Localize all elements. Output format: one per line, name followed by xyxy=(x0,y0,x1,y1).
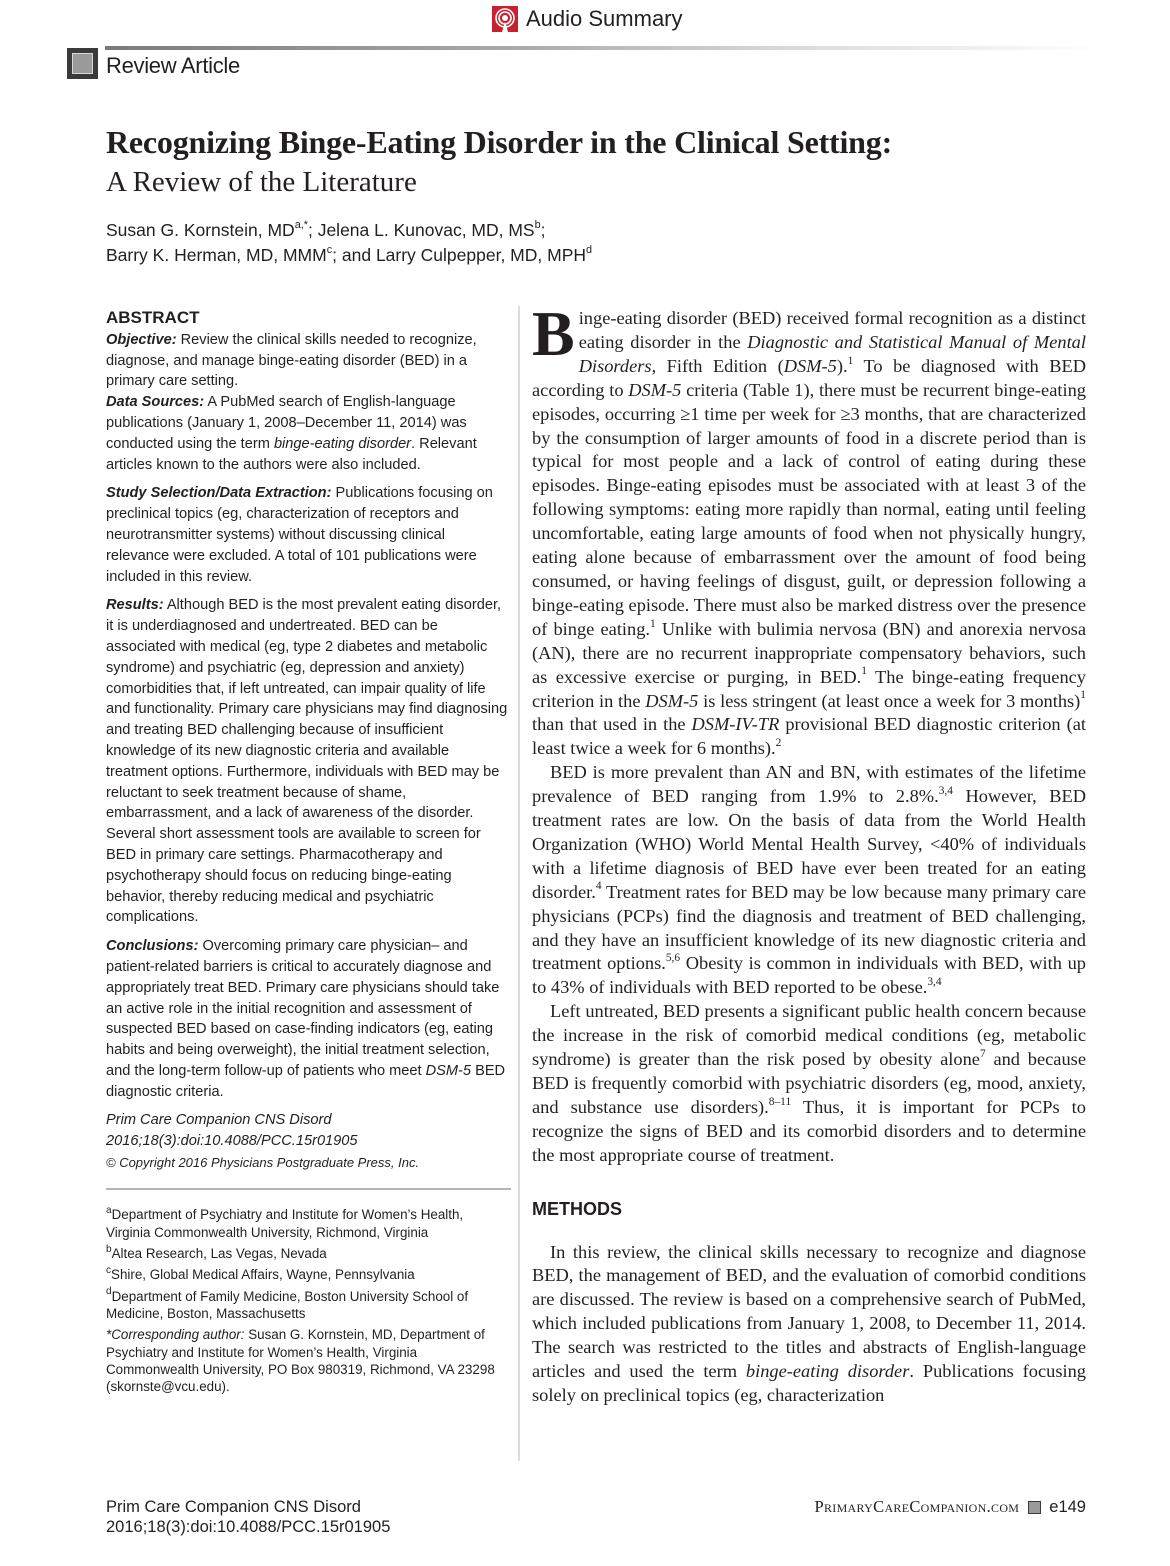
body-text: than that used in the xyxy=(532,714,692,735)
footer-journal: Prim Care Companion CNS Disord xyxy=(106,1498,361,1516)
affiliation-text: Shire, Global Medical Affairs, Wayne, Pennsylvania xyxy=(111,1267,415,1283)
body-italic: binge-eating disorder xyxy=(745,1361,910,1382)
body-text: Treatment rates for BED may be low because many primary care physicians (PCPs) find the diagnosis and treatment of BED challenging, and they have an insufficient knowledge of its new diagnostic criteria and treatment options. xyxy=(532,881,1086,974)
author-affil-sup: a,* xyxy=(294,219,308,232)
affiliation-sup: c xyxy=(106,1264,112,1276)
body-text: is less stringent (at least once a week for 3 months) xyxy=(698,690,1081,711)
body-paragraph-methods xyxy=(532,1241,1086,1408)
body-italic: DSM-5 xyxy=(645,690,699,711)
dsm-italic: DSM-5 xyxy=(425,1062,472,1079)
abstract-objective xyxy=(106,330,511,392)
body-text: In this review, the clinical skills necessary to recognize and diagnose BED, the management of BED, and the evaluation of comorbid conditions are discussed. The review is based on a comprehensive search of PubMed, which included publications from January 1, 2008, to December 11, 2014. The search was restricted to the titles and abstracts of English-language articles and used the term xyxy=(532,1241,1086,1382)
author-list xyxy=(106,218,592,268)
search-term: binge-eating disorder xyxy=(273,435,412,452)
study-selection-text: Publications focusing on preclinical topics (eg, characterization of receptors and neurotransmitter systems) without discussing clinical relevance were excluded. A total of 101 publications were included in this review. xyxy=(106,485,493,585)
conclusions-label: Conclusions: xyxy=(106,938,199,955)
results-text: Although BED is the most prevalent eating disorder, it is underdiagnosed and undertreated. BED can be associated with medical (eg, type 2 diabetes and metabolic syndrome) and psychiatric (eg, depression and anxiety) comorbidities that, if left untreated, can impair quality of life and functionality. Primary care physicians may find diagnosing and treating BED challenging because of insufficient knowledge of its new diagnostic criteria and available treatment options. Furthermore, individuals with BED may be reluctant to seek treatment because of shame, embarrassment, and a lack of awareness of the disorder. Several short assessment tools are available to screen for BED in primary care settings. Pharmacotherapy and psychotherapy should focus on reducing binge-eating behavior, thereby reducing medical and psychiatric complications. xyxy=(106,597,508,926)
copyright-notice: © Copyright 2016 Physicians Postgraduate Press, Inc. xyxy=(106,1155,420,1171)
author-name: Susan G. Kornstein, MD xyxy=(106,220,295,240)
affiliation-text: Department of Psychiatry and Institute for Women’s Health, Virginia Commonwealth University, Richmond, Virginia xyxy=(106,1207,464,1240)
data-sources-text: A PubMed search of English-language publications (January 1, 2008–December 11, 2014) was conducted using the term xyxy=(106,394,467,452)
body-column xyxy=(532,298,1087,1408)
reference-link[interactable]: 1 xyxy=(1080,689,1086,702)
footer-citation xyxy=(106,1497,390,1537)
reference-link[interactable]: 2 xyxy=(775,737,782,750)
body-italic: DSM-5 xyxy=(783,355,837,376)
author-name: Larry Culpepper, MD, MPH xyxy=(375,245,587,265)
abstract-citation xyxy=(106,1110,511,1173)
body-text: The binge-eating frequency criterion in the xyxy=(532,666,1086,711)
article-title: Recognizing Binge-Eating Disorder in the Clinical Setting: xyxy=(106,124,893,160)
reference-link[interactable]: 3,4 xyxy=(927,976,942,989)
affiliation-item xyxy=(106,1266,511,1283)
body-text: provisional BED diagnostic criterion (at least twice a week for 6 months). xyxy=(532,714,1086,759)
body-text: However, BED treatment rates are low. On the basis of data from the World Health Organization (WHO) World Mental Health Survey, <40% of individuals with a lifetime diagnosis of BED have ever been treated for an eating disorder. xyxy=(532,786,1086,902)
author-separator: ; and xyxy=(332,245,376,265)
study-selection-label: Study Selection/Data Extraction: xyxy=(106,485,332,502)
author-separator: ; xyxy=(307,220,318,240)
body-paragraph-prevalence xyxy=(532,761,1086,1000)
body-text: Obesity is common in individuals with BED, with up to 43% of individuals with BED reported to be obese. xyxy=(532,953,1087,998)
author-affil-sup: c xyxy=(326,244,333,257)
body-italic: DSM-5 xyxy=(628,379,682,400)
body-text: Unlike with bulimia nervosa (BN) and anorexia nervosa (AN), there are no recurrent inappropriate compensatory behaviors, such as excessive exercise or purging, in BED. xyxy=(532,618,1086,687)
column-divider xyxy=(518,306,520,1461)
author-name: Barry K. Herman, MD, MMM xyxy=(106,245,327,265)
footer-right xyxy=(815,1497,1086,1517)
data-sources-label: Data Sources: xyxy=(106,394,205,411)
corresponding-text: Susan G. Kornstein, MD, Department of Psychiatry and Institute for Women’s Health, Virginia Commonwealth University, PO Box 980319, Richmond, VA 23298 (skornste@vcu.edu). xyxy=(106,1327,495,1395)
body-text: ). xyxy=(836,355,848,376)
affiliation-sup: d xyxy=(106,1286,112,1298)
reference-link[interactable]: 8–11 xyxy=(768,1095,792,1108)
reference-link[interactable]: 7 xyxy=(979,1047,986,1060)
abstract-study-selection xyxy=(106,483,511,587)
abstract-data-sources xyxy=(106,392,511,475)
affiliation-text: Altea Research, Las Vegas, Nevada xyxy=(111,1246,327,1262)
abstract-results xyxy=(106,595,511,928)
objective-text: Review the clinical skills needed to recognize, diagnose, and manage binge-eating disorder (BED) in a primary care setting. xyxy=(106,331,477,390)
body-text: To be diagnosed with BED according to xyxy=(532,355,1086,400)
author-name: Jelena L. Kunovac, MD, MS xyxy=(317,220,535,240)
body-text: Left untreated, BED presents a significant public health concern because the increase in the risk of comorbid medical conditions (eg, metabolic syndrome) is greater than the risk posed by obesity alone xyxy=(532,1001,1086,1070)
author-affil-sup: d xyxy=(586,244,593,257)
body-text: criteria (Table 1), there must be recurrent binge-eating episodes, occurring ≥1 time per week for ≥3 months, that are characterized by the consumption of larger amounts of food in a discrete period than is typical for most people and a lack of control of eating during these episodes. Binge-eating episodes must be associated with at least 3 of the following symptoms: eating more rapidly than normal, eating until feeling uncomfortable, eating large amounts of food when not physically hungry, eating alone because of embarrassment over the amount of food being consumed, or having feelings of disgust, guilt, or depression following a binge-eating episode. There must also be marked distress over the presence of binge eating. xyxy=(532,379,1086,639)
citation-journal: Prim Care Companion CNS Disord xyxy=(106,1112,332,1129)
audio-summary-button[interactable] xyxy=(492,4,683,34)
section-marker-square xyxy=(67,48,98,79)
methods-heading: METHODS xyxy=(532,1198,622,1219)
footer-square-icon xyxy=(1028,1501,1041,1514)
audio-summary-label: Audio Summary xyxy=(526,6,683,31)
body-text: inge-eating disorder (BED) received formal recognition as a distinct eating disorder in the xyxy=(578,308,1086,352)
body-paragraph-intro xyxy=(532,298,1086,761)
footer-website-link[interactable]: PrimaryCareCompanion.com xyxy=(814,1497,1020,1516)
citation-doi[interactable]: 2016;18(3):doi:10.4088/PCC.15r01905 xyxy=(106,1133,358,1150)
body-text: . Publications focusing solely on preclinical topics (eg, characterization xyxy=(532,1361,1086,1405)
body-italic: DSM-IV-TR xyxy=(691,714,780,735)
affiliations-divider xyxy=(106,1188,511,1190)
footer-doi[interactable]: 2016;18(3):doi:10.4088/PCC.15r01905 xyxy=(106,1518,391,1536)
page-number: e149 xyxy=(1049,1497,1086,1516)
affiliation-item xyxy=(106,1288,511,1323)
results-label: Results: xyxy=(106,597,164,614)
affiliation-sup: a xyxy=(106,1205,112,1217)
affiliation-text: Department of Family Medicine, Boston University School of Medicine, Boston, Massachusetts xyxy=(106,1288,469,1321)
reference-link[interactable]: 3,4 xyxy=(938,784,953,797)
reference-link[interactable]: 4 xyxy=(595,880,602,893)
conclusions-text: BED diagnostic criteria. xyxy=(106,1062,506,1100)
body-paragraph-untreated xyxy=(532,1000,1086,1167)
author-affil-sup: b xyxy=(534,219,541,232)
body-text: and because BED is frequently comorbid with psychiatric disorders (eg, mood, anxiety, and substance use disorders). xyxy=(532,1049,1086,1117)
header-gradient-rule xyxy=(105,46,1105,50)
author-separator: ; xyxy=(540,220,546,240)
body-italic: Diagnostic and Statistical Manual of Mental Disorders xyxy=(578,331,1086,376)
abstract-heading: ABSTRACT xyxy=(106,308,200,327)
corresponding-author xyxy=(106,1326,511,1395)
reference-link[interactable]: 5,6 xyxy=(665,952,681,965)
corresponding-label: *Corresponding author: xyxy=(106,1327,245,1343)
conclusions-text: Overcoming primary care physician– and patient-related barriers is critical to accurately diagnose and appropriately treat BED. Primary care physicians should take an active role in the initial recognition and assessment of suspected BED based on case-finding indicators (eg, eating habits and being overweight), the initial treatment selection, and the long-term follow-up of patients who meet xyxy=(106,938,500,1079)
body-text: BED is more prevalent than AN and BN, with estimates of the lifetime prevalence of BED ranging from 1.9% to 2.8%. xyxy=(532,762,1086,807)
reference-link[interactable]: 1 xyxy=(847,354,854,367)
affiliation-item xyxy=(106,1245,511,1262)
reference-link[interactable]: 1 xyxy=(650,617,656,630)
article-subtitle: A Review of the Literature xyxy=(106,166,417,198)
data-sources-text: . Relevant articles known to the authors were also included. xyxy=(106,435,477,473)
reference-link[interactable]: 1 xyxy=(861,665,867,678)
audio-podcast-icon xyxy=(492,6,518,32)
body-text: Thus, it is important for PCPs to recognize the signs of BED and its comorbid disorders and to determine the most appropriate course of treatment. xyxy=(532,1096,1086,1165)
body-text: , Fifth Edition ( xyxy=(651,355,784,376)
abstract-column xyxy=(106,308,511,1399)
affiliation-sup: b xyxy=(106,1243,112,1255)
objective-label: Objective: xyxy=(106,331,177,348)
abstract-conclusions xyxy=(106,936,511,1102)
section-label: Review Article xyxy=(106,53,240,78)
drop-cap: B xyxy=(532,298,575,369)
affiliation-item xyxy=(106,1206,511,1241)
